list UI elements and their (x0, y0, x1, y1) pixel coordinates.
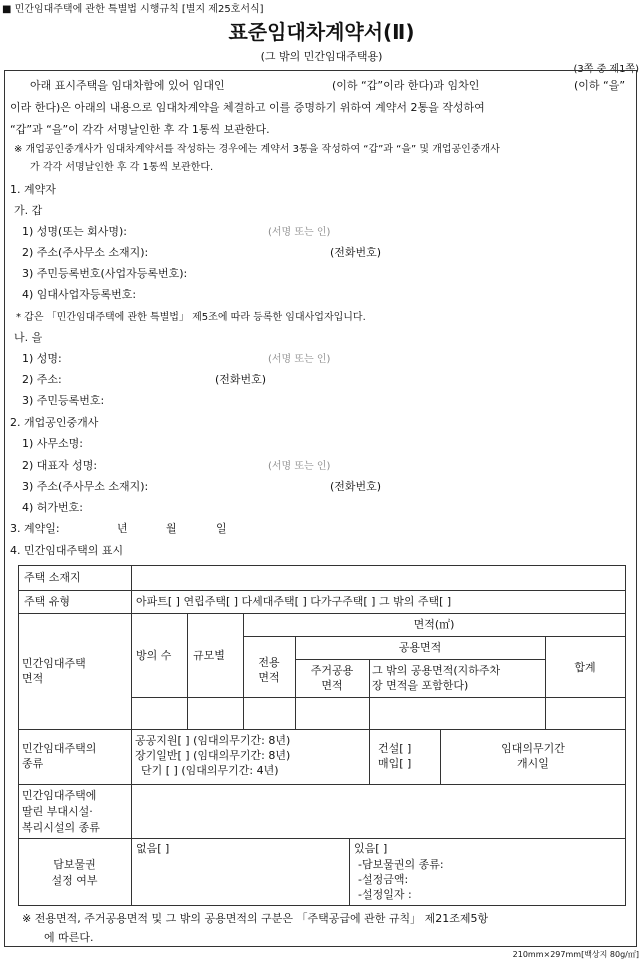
party-a-phone: (전화번호) (330, 246, 382, 259)
agent-phone: (전화번호) (330, 480, 382, 493)
contract-year: 년 (117, 522, 128, 535)
build-checkbox: 건설[ ] (378, 742, 412, 755)
page-number: (3쪽 중 제1쪽) (573, 64, 639, 75)
party-a-business-no: 4) 임대사업자등록번호: (22, 288, 137, 301)
residential-common-line-2: 면적 (321, 679, 343, 692)
footnote-line-1: ※ 전용면적, 주거공용면적 및 그 밖의 공용면적의 구분은 「주택공급에 관한 규칙」 제21조제5항 (22, 912, 489, 925)
facility-label-line-1: 민간임대주택에 (22, 789, 97, 802)
start-date-line-1: 임대의무기간 (501, 742, 565, 755)
location-label: 주택 소재지 (24, 571, 81, 584)
section-3-heading: 3. 계약일: (10, 522, 60, 535)
common-area-header: 공용면적 (398, 641, 442, 654)
intro-note-1: ※ 개업공인중개사가 임대차계약서를 작성하는 경우에는 계약서 3통을 작성하여 “갑”과 “을” 및 개업공인중개사 (14, 144, 500, 155)
collateral-date: -설정일자 : (358, 888, 412, 901)
party-b-address: 2) 주소: (22, 373, 62, 386)
party-a-signature: (서명 또는 인) (268, 227, 331, 238)
area-label-line-2: 면적 (22, 672, 44, 685)
form-frame (4, 70, 637, 947)
kind-label-line-2: 종류 (22, 757, 44, 770)
intro-line-1c: (이하 “을” (574, 79, 626, 92)
document-title: 표준임대차계약서(Ⅱ) (228, 20, 415, 44)
kind-short-term: 단기 [ ] (임대의무기간: 4년) (141, 764, 279, 777)
scale-header: 규모별 (193, 649, 225, 662)
party-b-phone: (전화번호) (215, 373, 267, 386)
buy-checkbox: 매입[ ] (378, 757, 412, 770)
exclusive-line-1: 전용 (258, 656, 280, 669)
footnote-line-2: 에 따른다. (44, 931, 94, 944)
party-b-label: 나. 을 (14, 331, 43, 344)
start-date-line-2: 개시일 (517, 757, 549, 770)
collateral-none: 없음[ ] (136, 842, 170, 855)
type-label: 주택 유형 (24, 595, 71, 608)
agent-representative: 2) 대표자 성명: (22, 459, 98, 472)
contract-month: 월 (166, 522, 177, 535)
agent-address: 3) 주소(주사무소 소재지): (22, 480, 149, 493)
exclusive-line-2: 면적 (258, 671, 280, 684)
agent-license: 4) 허가번호: (22, 501, 83, 514)
intro-note-2: 가 각각 서명날인한 후 각 1통씩 보관한다. (30, 162, 214, 173)
area-header: 면적(㎡) (413, 618, 455, 631)
agent-signature: (서명 또는 인) (268, 461, 331, 472)
rooms-header: 방의 수 (136, 649, 172, 662)
intro-line-1a: 아래 표시주택을 임대차함에 있어 임대인 (30, 79, 225, 92)
collateral-label-line-1: 담보물권 (53, 858, 96, 871)
other-common-line-2: 장 면적을 포함한다) (372, 679, 469, 692)
collateral-label-line-2: 설정 여부 (51, 874, 98, 887)
collateral-amount: -설정금액: (358, 873, 409, 886)
collateral-kind: -담보물권의 종류: (358, 858, 444, 871)
total-header: 합계 (574, 661, 596, 674)
type-options: 아파트[ ] 연립주택[ ] 다세대주택[ ] 다가구주택[ ] 그 밖의 주택[ ] (136, 595, 452, 608)
party-a-note: * 갑은 「민간임대주택에 관한 특별법」 제5조에 따라 등록한 임대사업자입니다. (16, 312, 366, 323)
kind-public-support: 공공지원[ ] (임대의무기간: 8년) (135, 734, 291, 747)
party-b-name: 1) 성명: (22, 352, 62, 365)
residential-common-line-1: 주거공용 (310, 664, 354, 677)
section-2-heading: 2. 개업공인중개사 (10, 416, 99, 429)
party-a-name: 1) 성명(또는 회사명): (22, 225, 127, 238)
kind-label-line-1: 민간임대주택의 (22, 742, 97, 755)
intro-line-3: “갑”과 “을”이 각각 서명날인한 후 각 1통씩 보관한다. (10, 123, 270, 136)
collateral-exist: 있음[ ] (354, 842, 388, 855)
party-a-label: 가. 갑 (14, 204, 43, 217)
agent-office: 1) 사무소명: (22, 437, 83, 450)
kind-long-term: 장기일반[ ] (임대의무기간: 8년) (135, 749, 291, 762)
party-a-registration: 3) 주민등록번호(사업자등록번호): (22, 267, 188, 280)
contract-day: 일 (216, 522, 227, 535)
intro-line-1b: (이하 “갑”이라 한다)과 임차인 (332, 79, 480, 92)
party-b-registration: 3) 주민등록번호: (22, 394, 105, 407)
paper-spec: 210mm×297mm[백상지 80g/㎡] (512, 950, 639, 959)
section-4-heading: 4. 민간임대주택의 표시 (10, 544, 124, 557)
area-label-line-1: 민간임대주택 (22, 657, 86, 670)
facility-label-line-3: 복리시설의 종류 (22, 821, 100, 834)
intro-line-2: 이라 한다)은 아래의 내용으로 임대차계약을 체결하고 이를 증명하기 위하여 계약서 2통을 작성하여 (10, 101, 485, 114)
section-1-heading: 1. 계약자 (10, 183, 56, 196)
form-reference: ■ 민간임대주택에 관한 특별법 시행규칙 [별지 제25호서식] (2, 4, 264, 15)
party-b-signature: (서명 또는 인) (268, 354, 331, 365)
other-common-line-1: 그 밖의 공용면적(지하주차 (372, 664, 501, 677)
document-subtitle: (그 밖의 민간임대주택용) (260, 50, 383, 63)
party-a-address: 2) 주소(주사무소 소재지): (22, 246, 149, 259)
facility-label-line-2: 딸린 부대시설· (22, 805, 93, 818)
